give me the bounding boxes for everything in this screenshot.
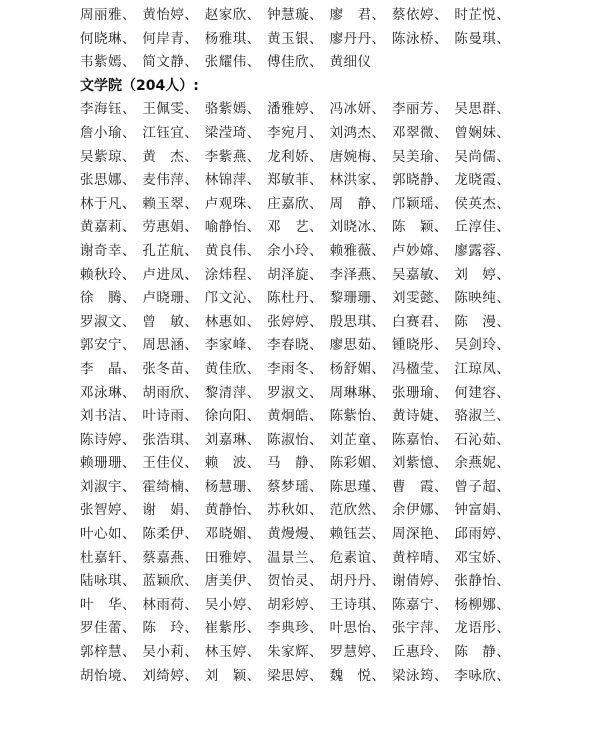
person-name: 黄熳熳、: [267, 526, 324, 543]
name-row: [80, 405, 580, 429]
person-name: 李春晓、: [267, 337, 324, 354]
person-name: 李 晶、: [80, 360, 136, 377]
name-row: [80, 547, 580, 571]
person-name: 邱雨婷、: [454, 526, 511, 543]
person-name: 吴小莉、: [142, 644, 199, 661]
person-name: 刘 婷、: [454, 266, 511, 283]
person-name: 刘紫憶、: [391, 455, 448, 472]
name-row: [80, 98, 580, 122]
name-row: [80, 264, 580, 288]
name-row: [80, 287, 580, 311]
name-row: [80, 665, 580, 689]
person-name: 何岸青、: [142, 30, 199, 47]
person-name: 张耀伟、: [204, 54, 261, 71]
name-row: [80, 594, 580, 618]
name-row: [80, 570, 580, 594]
person-name: 王诗琪、: [329, 596, 386, 613]
person-name: 陈 漫、: [454, 313, 511, 330]
person-name: 陈 静、: [454, 644, 511, 661]
person-name: 韦紫嫣、: [80, 54, 136, 71]
person-name: 卢晓珊、: [142, 290, 199, 307]
name-row: [80, 216, 580, 240]
person-name: 马 静、: [267, 455, 324, 472]
person-name: 黄 杰、: [142, 148, 199, 165]
person-name: 吴思群、: [454, 101, 511, 118]
college-of-liberal-arts-name-list: [80, 98, 580, 688]
name-row: [80, 193, 580, 217]
person-name: 赖钰芸、: [329, 526, 386, 543]
person-name: 唐婉梅、: [329, 148, 386, 165]
person-name: 陈淑怡、: [267, 431, 324, 448]
person-name: 郭晓静、: [391, 172, 448, 189]
person-name: 黄梓晴、: [391, 549, 448, 566]
person-name: 涂炜程、: [204, 266, 261, 283]
person-name: 余燕妮、: [454, 455, 511, 472]
name-row: [80, 523, 580, 547]
person-name: 陆咏琪、: [80, 573, 136, 590]
name-row: [80, 169, 580, 193]
name-row: [80, 28, 580, 52]
person-name: 田雅婷、: [204, 549, 261, 566]
person-name: 廖丹丹、: [329, 30, 386, 47]
person-name: 冯楹莹、: [391, 360, 448, 377]
person-name: 林雨荷、: [142, 596, 199, 613]
person-name: 林洪家、: [329, 172, 386, 189]
person-name: 崔紫彤、: [204, 620, 261, 637]
person-name: 谢倩婷、: [391, 573, 448, 590]
person-name: 刘鸿杰、: [329, 124, 386, 141]
person-name: 刘绮婷、: [142, 667, 199, 684]
person-name: 江琼凤、: [454, 360, 511, 377]
person-name: 白赛君、: [391, 313, 448, 330]
person-name: 石沁茹、: [454, 431, 511, 448]
name-row: [80, 240, 580, 264]
person-name: 郭梓慧、: [80, 644, 136, 661]
person-name: 陈曼琪、: [454, 30, 511, 47]
person-name: 黎清萍、: [204, 384, 261, 401]
person-name: 骆紫嫣、: [204, 101, 261, 118]
person-name: 曾 敏、: [142, 313, 199, 330]
name-row: [80, 334, 580, 358]
name-list: [80, 4, 580, 688]
person-name: 邓 艺、: [267, 219, 324, 236]
person-name: 杜嘉轩、: [80, 549, 136, 566]
person-name: 何建容、: [454, 384, 511, 401]
person-name: 黄炯皓、: [267, 408, 324, 425]
person-name: 邓翠微、: [391, 124, 448, 141]
person-name: 谢 娟、: [142, 502, 199, 519]
person-name: 庄嘉欣、: [267, 195, 324, 212]
person-name: 吴美瑜、: [391, 148, 448, 165]
person-name: 骆淑兰、: [454, 408, 511, 425]
person-name: 杨舒媚、: [329, 360, 386, 377]
person-name: 胡雨欣、: [142, 384, 199, 401]
name-row: [80, 617, 580, 641]
person-name: 殷思琪、: [329, 313, 386, 330]
person-name: 谢奇幸、: [80, 242, 136, 259]
person-name: 时芷悦、: [454, 7, 511, 23]
person-name: 王佳仪、: [142, 455, 199, 472]
person-name: 赖雅薇、: [329, 242, 386, 259]
person-name: 李紫燕、: [204, 148, 261, 165]
person-name: 廖思茹、: [329, 337, 386, 354]
person-name: 丘惠玲、: [391, 644, 448, 661]
person-name: 曾娴妹、: [454, 124, 511, 141]
person-name: 李宛月、: [267, 124, 324, 141]
person-name: 蔡嘉燕、: [142, 549, 199, 566]
person-name: 朱家辉、: [267, 644, 324, 661]
person-name: 蓝颖欣、: [142, 573, 199, 590]
person-name: 唐美伊、: [204, 573, 261, 590]
person-name: 余伊娜、: [391, 502, 448, 519]
person-name: 邓泳琳、: [80, 384, 136, 401]
person-name: 邓宝娇、: [454, 549, 511, 566]
person-name: 刘淑宇、: [80, 478, 136, 495]
person-name: 李泽燕、: [329, 266, 386, 283]
person-name: 张珊瑜、: [391, 384, 448, 401]
person-name: 赵家欣、: [204, 7, 261, 23]
person-name: 周琳琳、: [329, 384, 386, 401]
person-name: 黄玉银、: [267, 30, 324, 47]
person-name: 陈杜丹、: [267, 290, 324, 307]
person-name: 刘雯懿、: [391, 290, 448, 307]
person-name: 周深艳、: [391, 526, 448, 543]
person-name: 杨慧珊、: [204, 478, 261, 495]
person-name: 黎珊珊、: [329, 290, 386, 307]
person-name: 蔡梦瑶、: [267, 478, 324, 495]
person-name: 麦伟萍、: [142, 172, 199, 189]
person-name: 杨雅琪、: [204, 30, 261, 47]
person-name: 吴小婷、: [204, 596, 261, 613]
person-name: 曹 霞、: [391, 478, 448, 495]
person-name: 吴剑玲、: [454, 337, 511, 354]
person-name: 危素谊、: [329, 549, 386, 566]
person-name: 张静怡、: [454, 573, 511, 590]
person-name: 李典珍、: [267, 620, 324, 637]
person-name: 罗淑文、: [80, 313, 136, 330]
person-name: 黄细仪: [329, 54, 372, 71]
person-name: 黄静怡、: [204, 502, 261, 519]
person-name: 蔡依婷、: [391, 7, 448, 23]
person-name: 胡丹丹、: [329, 573, 386, 590]
person-name: 邓晓媚、: [204, 526, 261, 543]
person-name: 陈 颖、: [391, 219, 448, 236]
person-name: 卢进凤、: [142, 266, 199, 283]
person-name: 贺怡灵、: [267, 573, 324, 590]
person-name: 苏秋如、: [267, 502, 324, 519]
person-name: 孔芷航、: [142, 242, 199, 259]
person-name: 陈柔伊、: [142, 526, 199, 543]
person-name: 徐向阳、: [204, 408, 261, 425]
person-name: 陈诗婷、: [80, 431, 136, 448]
person-name: 龙晓霞、: [454, 172, 511, 189]
person-name: 胡彩婷、: [267, 596, 324, 613]
person-name: 张宇萍、: [391, 620, 448, 637]
person-name: 傅佳欣、: [267, 54, 324, 71]
person-name: 张浩琪、: [142, 431, 199, 448]
person-name: 江钰宜、: [142, 124, 199, 141]
person-name: 胡怡境、: [80, 667, 136, 684]
person-name: 梁滢琦、: [204, 124, 261, 141]
person-name: 卢观珠、: [204, 195, 261, 212]
person-name: 龙利娇、: [267, 148, 324, 165]
person-name: 曾子超、: [454, 478, 511, 495]
person-name: 黄怡婷、: [142, 7, 199, 23]
person-name: 王佩雯、: [142, 101, 199, 118]
person-name: 张思娜、: [80, 172, 136, 189]
person-name: 郭安宁、: [80, 337, 136, 354]
person-name: 邝颖瑶、: [391, 195, 448, 212]
person-name: 丘淳佳、: [454, 219, 511, 236]
person-name: 赖玉翠、: [142, 195, 199, 212]
person-name: 赖珊珊、: [80, 455, 136, 472]
person-name: 赖 波、: [204, 455, 261, 472]
person-name: 陈紫怡、: [329, 408, 386, 425]
person-name: 魏 悦、: [329, 667, 386, 684]
person-name: 李海钰、: [80, 101, 136, 118]
person-name: 周丽雅、: [80, 7, 136, 23]
person-name: 何晓琳、: [80, 30, 136, 47]
person-name: 廖 君、: [329, 7, 386, 23]
name-row: [80, 146, 580, 170]
person-name: 梁思婷、: [267, 667, 324, 684]
person-name: 吴尚儒、: [454, 148, 511, 165]
person-name: 刘晓冰、: [329, 219, 386, 236]
person-name: 陈嘉宁、: [391, 596, 448, 613]
person-name: 徐 腾、: [80, 290, 136, 307]
person-name: 刘芷童、: [329, 431, 386, 448]
person-name: 吴紫琼、: [80, 148, 136, 165]
person-name: 李家峰、: [204, 337, 261, 354]
section-heading: 文学院（204人）:: [80, 77, 199, 94]
person-name: 周思涵、: [142, 337, 199, 354]
person-name: 张冬苗、: [142, 360, 199, 377]
person-name: 锺晓彤、: [391, 337, 448, 354]
person-name: 张智婷、: [80, 502, 136, 519]
name-row: [80, 429, 580, 453]
person-name: 黄诗婕、: [391, 408, 448, 425]
person-name: 黄嘉莉、: [80, 219, 136, 236]
person-name: 刘嘉琳、: [204, 431, 261, 448]
person-name: 余小玲、: [267, 242, 324, 259]
person-name: 卢妙嫦、: [391, 242, 448, 259]
name-row: [80, 382, 580, 406]
person-name: 叶思怡、: [329, 620, 386, 637]
person-name: 郑敏菲、: [267, 172, 324, 189]
person-name: 罗佳蕾、: [80, 620, 136, 637]
person-name: 林锦萍、: [204, 172, 261, 189]
person-name: 叶心如、: [80, 526, 136, 543]
person-name: 陈嘉怡、: [391, 431, 448, 448]
person-name: 潘雅婷、: [267, 101, 324, 118]
name-row: [80, 358, 580, 382]
person-name: 简文静、: [142, 54, 199, 71]
person-name: 李丽芳、: [391, 101, 448, 118]
continued-name-list: [80, 4, 580, 75]
person-name: 喻静怡、: [204, 219, 261, 236]
name-row: [80, 4, 580, 28]
person-name: 侯英杰、: [454, 195, 511, 212]
person-name: 杨柳娜、: [454, 596, 511, 613]
person-name: 罗慧婷、: [329, 644, 386, 661]
person-name: 范欣然、: [329, 502, 386, 519]
person-name: 刘 颖、: [204, 667, 261, 684]
person-name: 钟慧璇、: [267, 7, 324, 23]
person-name: 黄佳欣、: [204, 360, 261, 377]
person-name: 叶 华、: [80, 596, 136, 613]
person-name: 龙语彤、: [454, 620, 511, 637]
person-name: 张婷婷、: [267, 313, 324, 330]
person-name: 陈泳桥、: [391, 30, 448, 47]
person-name: 林惠如、: [204, 313, 261, 330]
person-name: 周 静、: [329, 195, 386, 212]
name-row: [80, 476, 580, 500]
person-name: 钟富娟、: [454, 502, 511, 519]
person-name: 李雨冬、: [267, 360, 324, 377]
person-name: 陈思瑾、: [329, 478, 386, 495]
person-name: 梁泳筠、: [391, 667, 448, 684]
person-name: 冯冰妍、: [329, 101, 386, 118]
name-row: [80, 641, 580, 665]
person-name: 刘书洁、: [80, 408, 136, 425]
person-name: 廖露蓉、: [454, 242, 511, 259]
person-name: 陈 玲、: [142, 620, 199, 637]
name-row: [80, 311, 580, 335]
person-name: 罗淑文、: [267, 384, 324, 401]
person-name: 赖秋玲、: [80, 266, 136, 283]
person-name: 温景兰、: [267, 549, 324, 566]
person-name: 林于凡、: [80, 195, 136, 212]
name-row: [80, 122, 580, 146]
name-row: [80, 51, 580, 75]
person-name: 李咏欣、: [454, 667, 511, 684]
person-name: 胡泽旋、: [267, 266, 324, 283]
person-name: 叶诗雨、: [142, 408, 199, 425]
person-name: 黄良伟、: [204, 242, 261, 259]
person-name: 詹小瑜、: [80, 124, 136, 141]
person-name: 霍绮楠、: [142, 478, 199, 495]
person-name: 劳惠娟、: [142, 219, 199, 236]
person-name: 邝文沁、: [204, 290, 261, 307]
person-name: 陈映纯、: [454, 290, 511, 307]
name-row: [80, 452, 580, 476]
name-row: [80, 499, 580, 523]
person-name: 林玉婷、: [204, 644, 261, 661]
person-name: 吴嘉敏、: [391, 266, 448, 283]
person-name: 陈彩媚、: [329, 455, 386, 472]
